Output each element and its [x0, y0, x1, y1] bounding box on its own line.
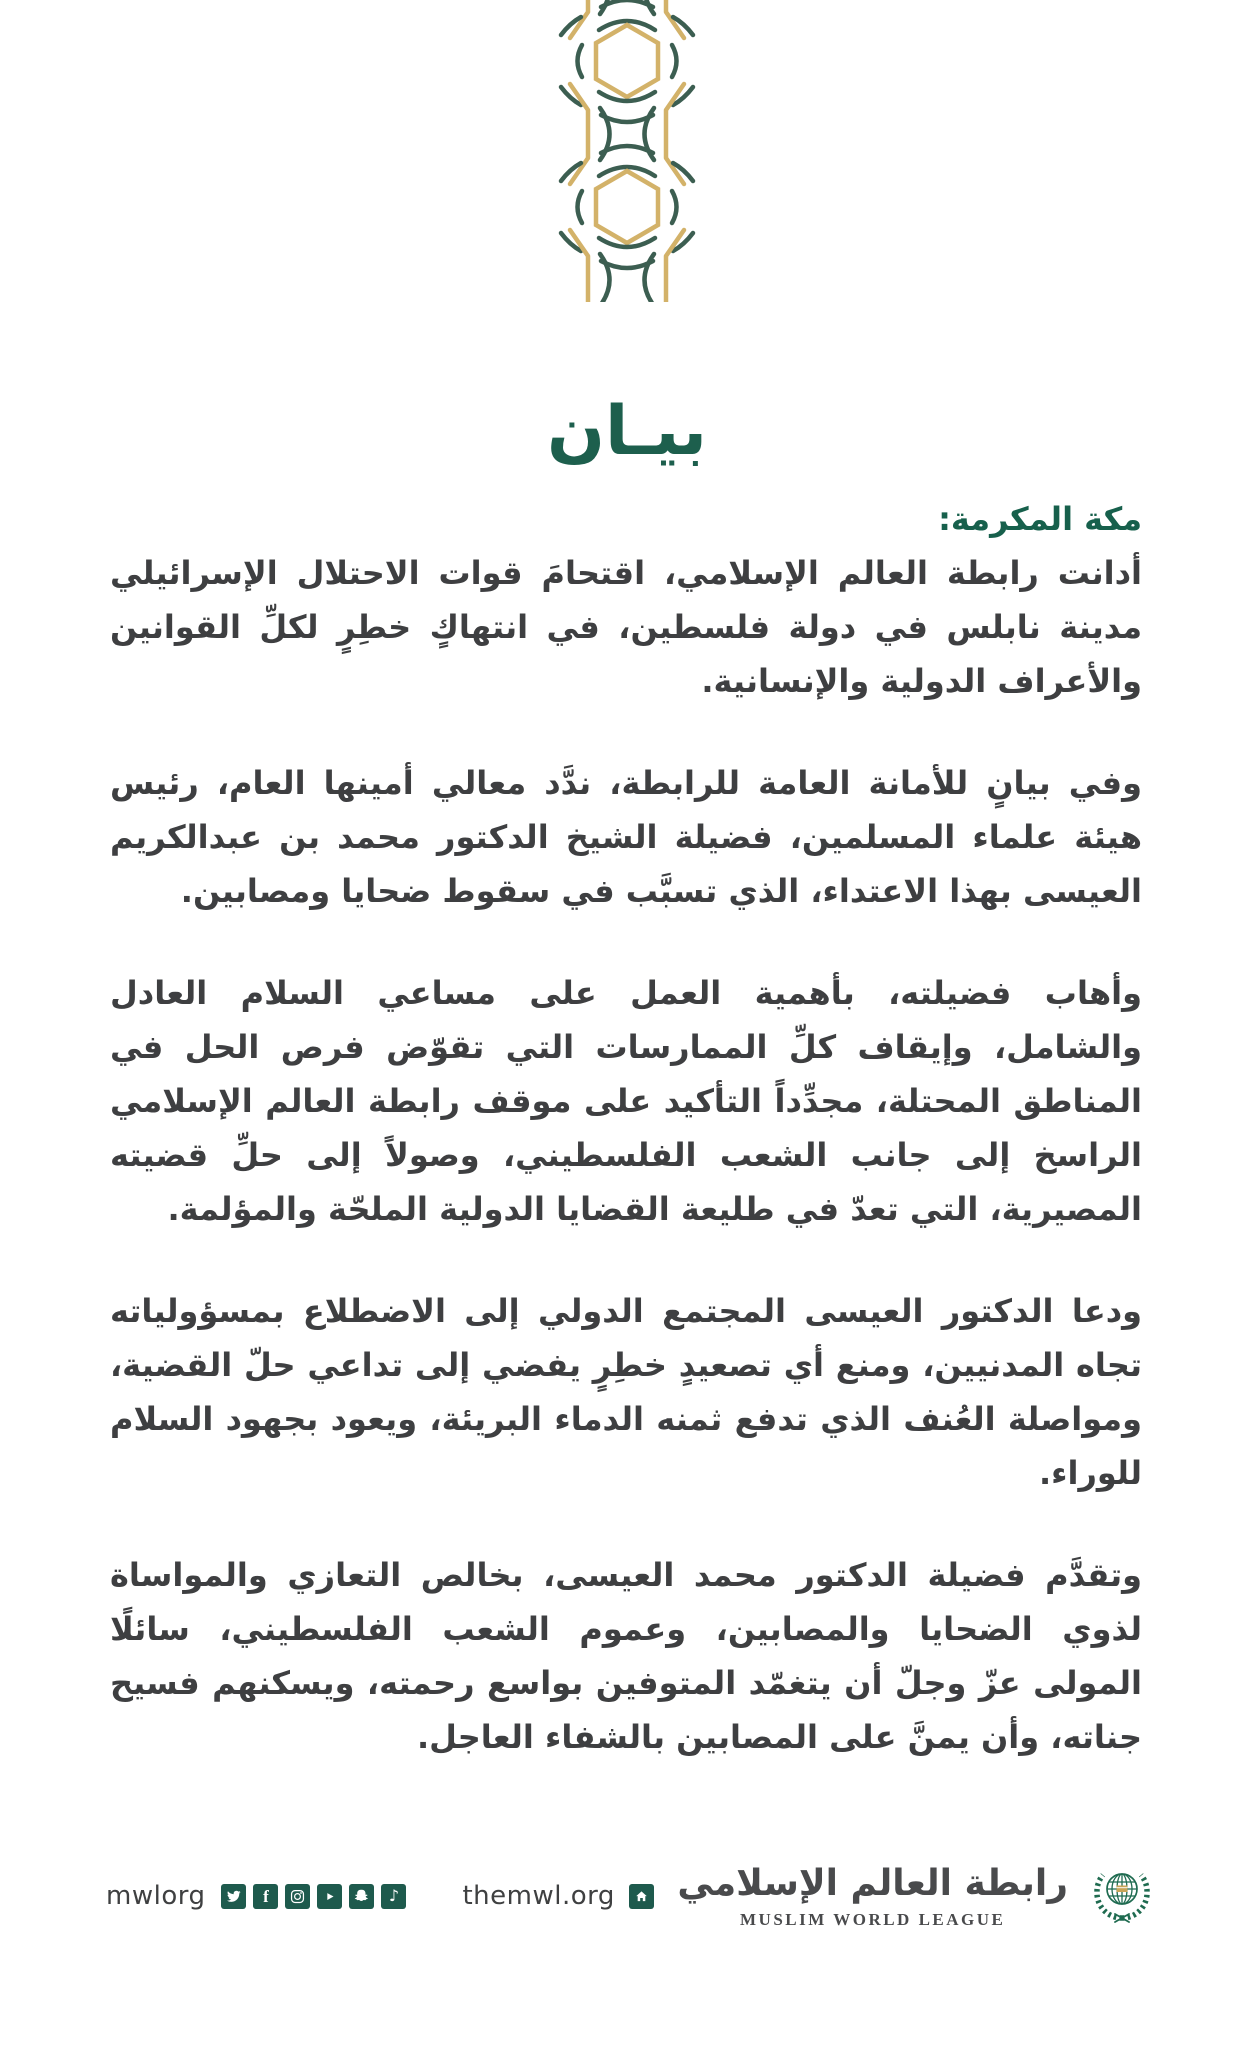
- statement-body: [110, 492, 1142, 1764]
- footer: [106, 1846, 1162, 1946]
- social-handle: mwlorg: [106, 1881, 206, 1911]
- location-heading: مكة المكرمة:: [938, 500, 1142, 538]
- mwl-arabic-name: رابطة العالم الإسلامي: [677, 1863, 1068, 1905]
- website-link[interactable]: themwl.org: [462, 1881, 615, 1911]
- snapchat-icon[interactable]: [349, 1884, 374, 1909]
- statement-paragraph-1: [110, 492, 1142, 708]
- islamic-geometric-pattern: [539, 0, 715, 306]
- statement-paragraph-2: وفي بيانٍ للأمانة العامة للرابطة، ندَّد معالي أمينها العام، رئيس هيئة علماء المسلمين، فضيلة الشيخ الدكتور محمد بن عبدالكريم العيسى بهذا الاعتداء، الذي تسبَّب في سقوط ضحايا ومصابين.: [110, 764, 1142, 910]
- statement-paragraph-5: وتقدَّم فضيلة الدكتور محمد العيسى، بخالص التعازي والمواساة لذوي الضحايا والمصابين، وعموم الشعب الفلسطيني، سائلًا المولى عزّ وجلّ أن يتغمّد المتوفين بواسع رحمته، ويسكنهم فسيح جناته، وأن يمنَّ على المصابين بالشفاء العاجل.: [110, 1556, 1142, 1756]
- instagram-icon[interactable]: [285, 1884, 310, 1909]
- tiktok-icon[interactable]: [381, 1884, 406, 1909]
- facebook-f-glyph: f: [263, 1886, 269, 1906]
- mwl-logo: [677, 1854, 1162, 1938]
- geometric-pattern-svg: [539, 0, 715, 302]
- home-icon[interactable]: [629, 1884, 654, 1909]
- facebook-icon[interactable]: [253, 1884, 278, 1909]
- page-title: بيـان: [546, 391, 708, 471]
- statement-paragraph-3: وأهاب فضيلته، بأهمية العمل على مساعي السلام العادل والشامل، وإيقاف كلِّ الممارسات التي تقوّض فرص الحل في المناطق المحتلة، مجدِّداً التأكيد على موقف رابطة العالم الإسلامي الراسخ إلى جانب الشعب الفلسطيني، وصولاً إلى حلِّ قضيته المصيرية، التي تعدّ في طليعة القضايا الدولية الملحّة والمؤلمة.: [110, 974, 1142, 1228]
- statement-paragraph-4: ودعا الدكتور العيسى المجتمع الدولي إلى الاضطلاع بمسؤولياته تجاه المدنيين، ومنع أي تصعيدٍ خطِرٍ يفضي إلى تداعي حلّ القضية، ومواصلة العُنف الذي تدفع ثمنه الدماء البريئة، ويعود بجهود السلام للوراء.: [110, 1292, 1142, 1492]
- tiktok-note-glyph: ♪: [388, 1886, 400, 1905]
- footer-social-block: [106, 1881, 654, 1911]
- social-icons-row: [221, 1884, 406, 1909]
- mwl-english-name: MUSLIM WORLD LEAGUE: [740, 1909, 1006, 1929]
- mwl-emblem-icon: [1082, 1854, 1162, 1938]
- twitter-icon[interactable]: [221, 1884, 246, 1909]
- mwl-logo-text: [677, 1862, 1068, 1929]
- paragraph-text: أدانت رابطة العالم الإسلامي، اقتحامَ قوات الاحتلال الإسرائيلي مدينة نابلس في دولة فلسطين، في انتهاكٍ خطِرٍ لكلِّ القوانين والأعراف الدولية والإنسانية.: [110, 554, 1142, 700]
- youtube-icon[interactable]: [317, 1884, 342, 1909]
